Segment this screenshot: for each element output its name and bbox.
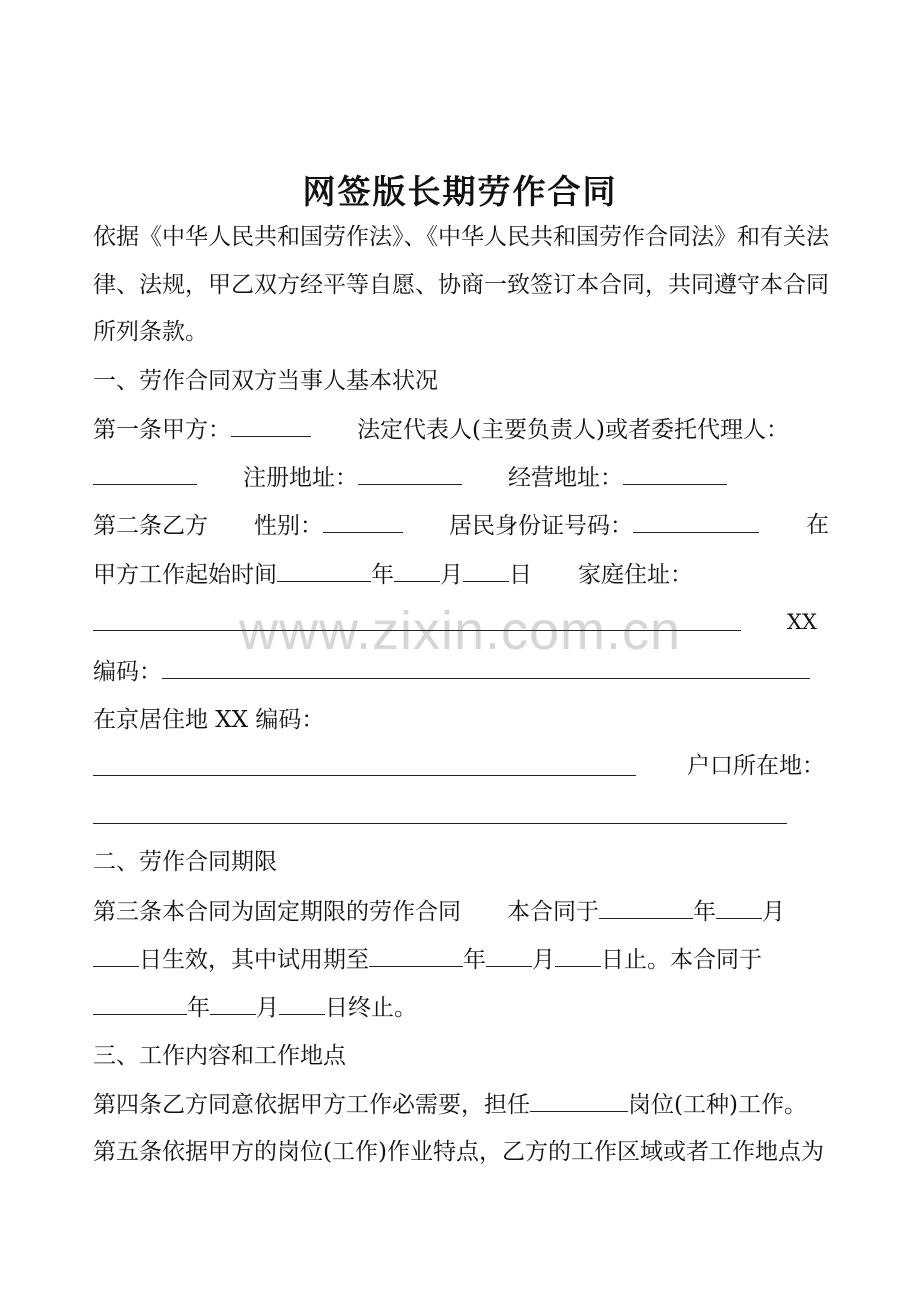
- article-3-line-2: [93, 944, 833, 975]
- article-2-line-4: [93, 656, 833, 687]
- business-address-label: 经营地址：: [508, 465, 623, 491]
- probation-month-blank[interactable]: [486, 944, 532, 967]
- probation-label: 日生效，其中试用期至: [139, 947, 369, 973]
- termination-day-blank[interactable]: [279, 992, 325, 1015]
- year-label: 年: [693, 899, 716, 925]
- intro-line-1: 依据《中华人民共和国劳作法》、《中华人民共和国劳作合同法》和有关法: [93, 224, 829, 250]
- contract-from-label: 本合同于: [507, 899, 599, 925]
- page-title: 网签版长期劳作合同: [302, 172, 618, 211]
- hukou-blank[interactable]: [93, 823, 787, 824]
- legal-rep-label: 法定代表人(主要负责人)或者委托代理人：: [357, 417, 789, 443]
- termination-year-blank[interactable]: [93, 992, 187, 1015]
- registered-address-label: 注册地址：: [243, 465, 358, 491]
- hukou-label: 户口所在地：: [687, 753, 825, 779]
- month-label: 月: [532, 947, 555, 973]
- year-label: 年: [371, 562, 394, 588]
- article-4: [93, 1089, 833, 1120]
- business-address-blank[interactable]: [623, 462, 727, 485]
- id-number-blank[interactable]: [633, 510, 759, 533]
- article-2-line-2: [93, 559, 833, 590]
- article-1-line-1: [93, 414, 833, 445]
- article-4-text: 第四条乙方同意依据甲方工作必需要，担任: [93, 1092, 530, 1118]
- gender-blank[interactable]: [323, 510, 403, 533]
- watermark: www.zixin.com.cn: [238, 601, 682, 661]
- postcode-label: 编码：: [93, 659, 162, 685]
- month-label: 月: [762, 899, 785, 925]
- day-label: 日: [509, 562, 532, 588]
- effective-day-blank[interactable]: [93, 944, 139, 967]
- article-1-line-2: [93, 462, 833, 493]
- gender-label: 性别：: [254, 513, 323, 539]
- effective-month-blank[interactable]: [716, 896, 762, 919]
- id-number-label: 居民身份证号码：: [449, 513, 633, 539]
- probation-year-blank[interactable]: [369, 944, 463, 967]
- intro-line-2: 律、法规，甲乙双方经平等自愿、协商一致签订本合同，共同遵守本合同: [93, 272, 829, 298]
- position-blank[interactable]: [530, 1089, 628, 1112]
- month-label: 月: [256, 995, 279, 1021]
- party-b-label: 第二条乙方: [93, 513, 208, 539]
- party-a-label: 第一条甲方：: [93, 417, 231, 443]
- probation-day-blank[interactable]: [555, 944, 601, 967]
- year-label: 年: [463, 947, 486, 973]
- start-time-label: 甲方工作起始时间: [93, 562, 277, 588]
- postcode-blank[interactable]: [162, 656, 810, 679]
- article-2-line-1: [93, 510, 833, 541]
- termination-month-blank[interactable]: [210, 992, 256, 1015]
- start-month-blank[interactable]: [394, 559, 440, 582]
- xx-label: XX: [787, 610, 817, 634]
- year-label: 年: [187, 995, 210, 1021]
- home-address-label: 家庭住址：: [578, 562, 693, 588]
- fixed-term-label: 第三条本合同为固定期限的劳作合同: [93, 899, 461, 925]
- legal-rep-blank[interactable]: [93, 462, 197, 485]
- at-label: 在: [806, 512, 829, 538]
- section-heading-3: 三、工作内容和工作地点: [93, 1043, 346, 1069]
- article-3-line-1: [93, 896, 833, 927]
- termination-label: 日终止。: [325, 995, 417, 1021]
- intro-line-3: 所列条款。: [93, 319, 208, 345]
- month-label: 月: [440, 562, 463, 588]
- registered-address-blank[interactable]: [358, 462, 462, 485]
- section-heading-1: 一、劳作合同双方当事人基本状况: [93, 368, 438, 394]
- start-year-blank[interactable]: [277, 559, 371, 582]
- beijing-postcode-blank[interactable]: [93, 775, 636, 776]
- start-day-blank[interactable]: [463, 559, 509, 582]
- article-3-line-3: [93, 992, 833, 1023]
- end-label: 日止。本合同于: [601, 947, 762, 973]
- party-a-blank[interactable]: [231, 414, 311, 437]
- home-address-blank[interactable]: [93, 630, 741, 631]
- beijing-postcode-label: 在京居住地 XX 编码：: [93, 707, 325, 733]
- position-label: 岗位(工种)工作。: [628, 1092, 807, 1118]
- section-heading-2: 二、劳作合同期限: [93, 849, 277, 875]
- effective-year-blank[interactable]: [599, 896, 693, 919]
- article-5: 第五条依据甲方的岗位(工作)作业特点，乙方的工作区域或者工作地点为: [93, 1139, 824, 1165]
